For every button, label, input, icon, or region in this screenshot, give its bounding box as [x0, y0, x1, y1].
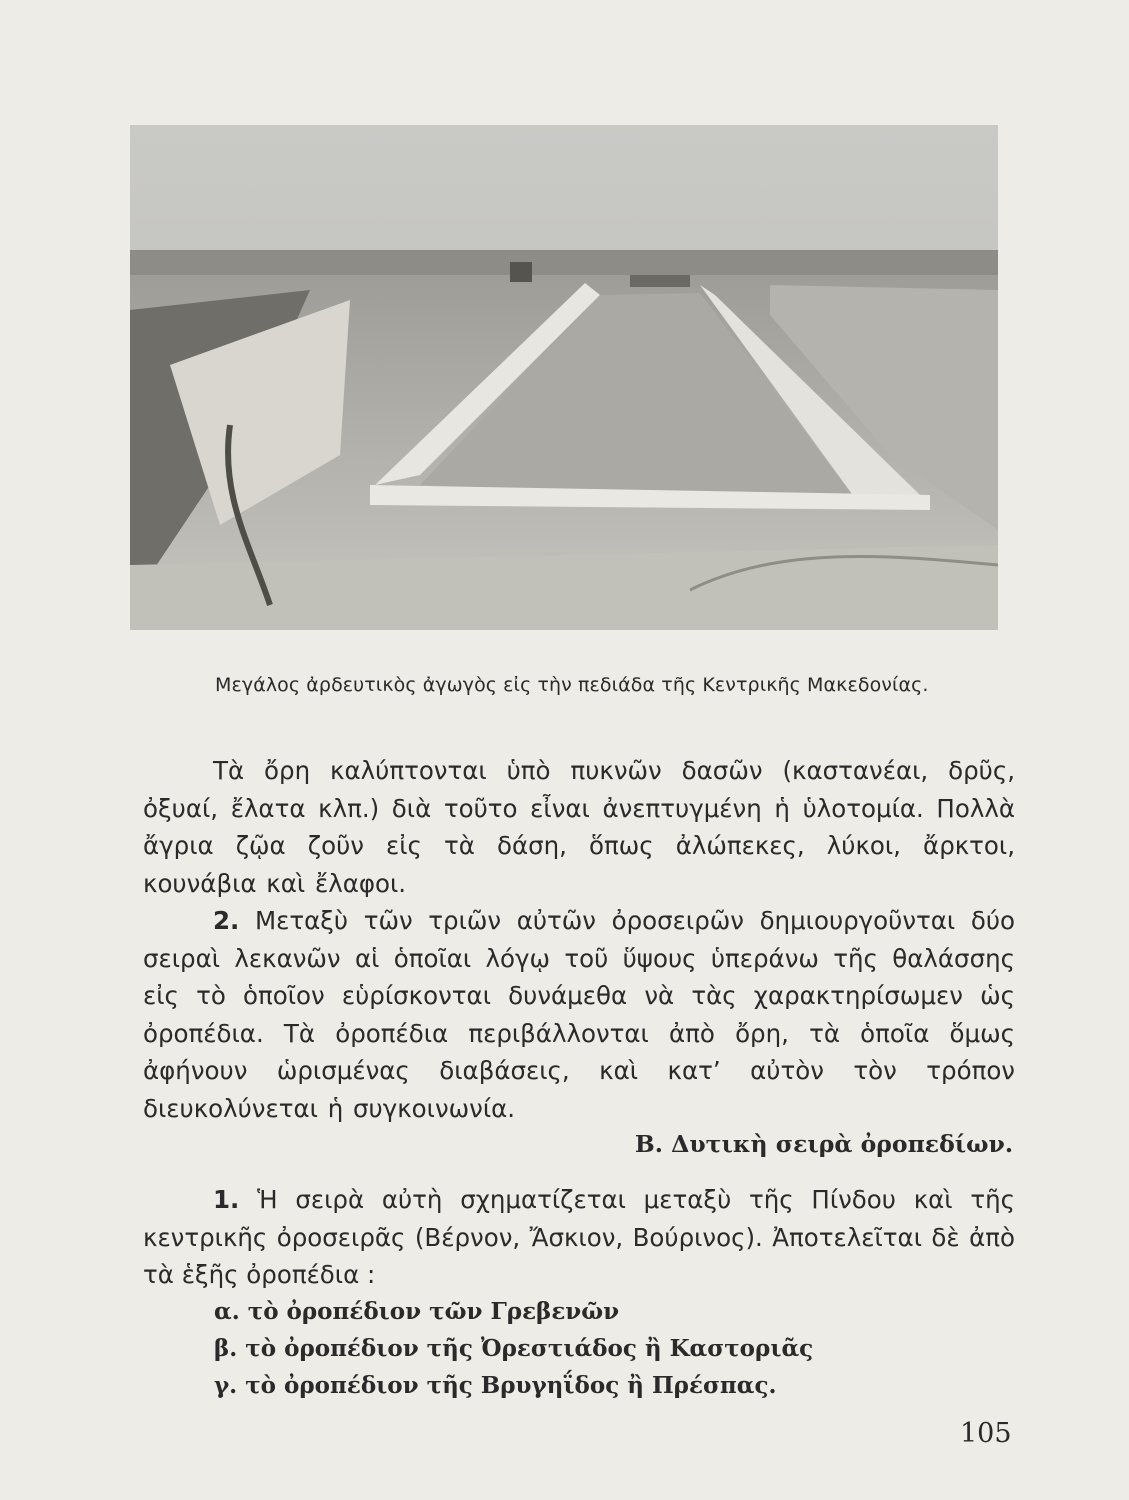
paragraph-text: Μεταξὺ τῶν τριῶν αὐτῶν ὀροσειρῶν δημιουργοῦνται δύο σειραὶ λεκανῶν αἱ ὁποῖαι λόγῳ τοῦ ὕψους ὑπεράνω τῆς θαλάσσης εἰς τὸ ὁποῖον εὑρίσκονται δυνάμεθα νὰ τὰς χαρακτηρίσωμεν ὡς ὀροπέδια. Τὰ ὀροπέδια περιβάλλονται ἀπὸ ὄρη, τὰ ὁποῖα ὅμως ἀφήνουν ὡρισμένας διαβάσεις, καὶ κατ’ αὐτὸν τὸν τρόπον διευκολύνεται ἡ συγκοινωνία. [143, 906, 1015, 1123]
paragraph-text: Ἡ σειρὰ αὐτὴ σχηματίζεται μεταξὺ τῆς Πίνδου καὶ τῆς κεντρικῆς ὀροσειρᾶς (Βέρνον, Ἄσκιον, Βούρινος). Ἀποτελεῖται δὲ ἀπὸ τὰ ἑξῆς ὀροπέδια : [143, 1185, 1015, 1289]
list-item: γ. τὸ ὀροπέδιον τῆς Βρυγηΐδος ἢ Πρέσπας. [214, 1372, 777, 1399]
photo-caption: Μεγάλος ἀρδευτικὸς ἀγωγὸς εἰς τὴν πεδιάδα τῆς Κεντρικῆς Μακεδονίας. [215, 674, 929, 696]
paragraph-number: 1. [213, 1185, 240, 1214]
irrigation-canal-photo [130, 125, 998, 630]
page-number: 105 [960, 1418, 1012, 1449]
list-item: β. τὸ ὀροπέδιον τῆς Ὀρεστιάδος ἢ Καστοριᾶς [214, 1335, 814, 1362]
body-text-block-2 [143, 1181, 1015, 1294]
paragraph-forests: Τὰ ὄρη καλύπτονται ὑπὸ πυκνῶν δασῶν (καστανέαι, δρῦς, ὀξυαί, ἔλατα κλπ.) διὰ τοῦτο εἶναι ἀνεπτυγμένη ἡ ὑλοτομία. Πολλὰ ἄγρια ζῷα ζοῦν εἰς τὰ δάση, ὅπως ἀλώπεκες, λύκοι, ἄρκτοι, κουνάβια καὶ ἔλαφοι. [143, 756, 1015, 898]
paragraph-plateaus [143, 902, 1015, 1127]
paragraph-western-series [143, 1181, 1015, 1294]
body-text-block [143, 752, 1015, 1127]
list-item: α. τὸ ὀροπέδιον τῶν Γρεβενῶν [214, 1298, 620, 1325]
plateau-list [214, 1293, 1014, 1404]
paragraph-number: 2. [213, 906, 240, 935]
section-heading: Β. Δυτικὴ σειρὰ ὀροπεδίων. [634, 1130, 1013, 1158]
